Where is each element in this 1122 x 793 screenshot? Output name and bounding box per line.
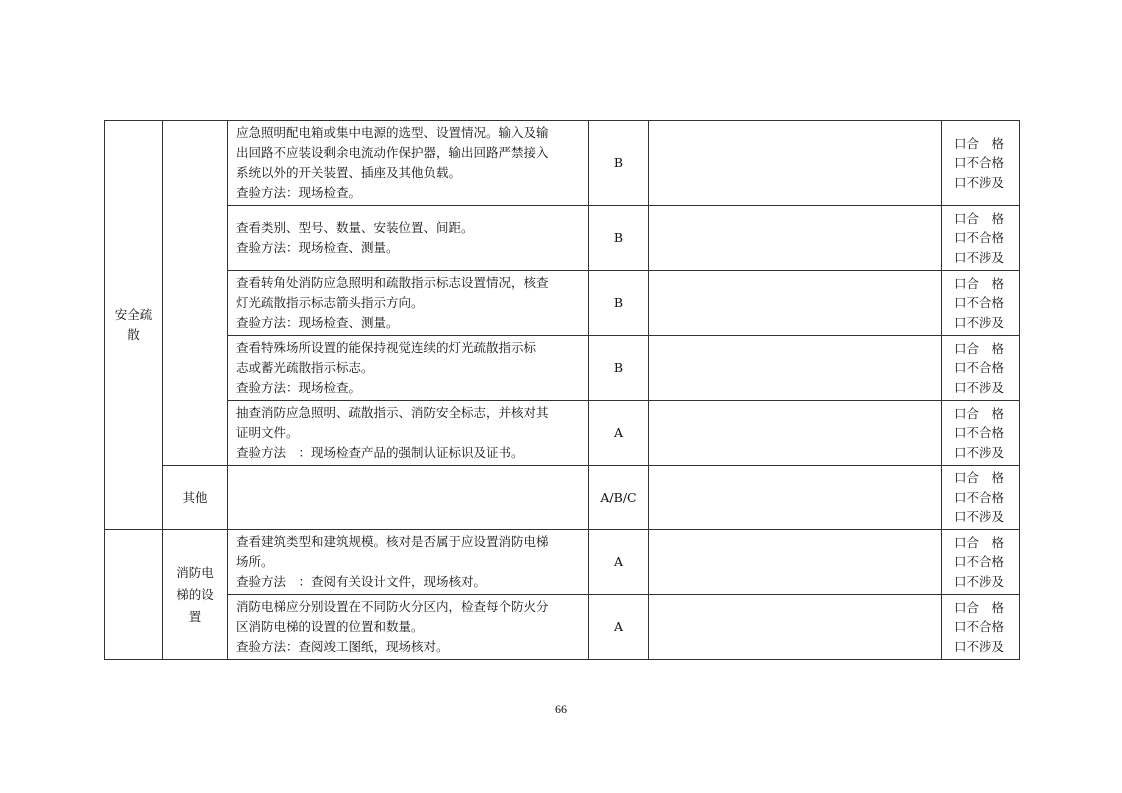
remark-cell — [649, 466, 942, 530]
result-cell — [942, 206, 1020, 271]
remark-cell — [649, 530, 942, 595]
result-option[interactable]: 口不涉及 — [954, 638, 1005, 654]
category-safety-evacuation: 安全疏散 — [105, 121, 163, 530]
result-option[interactable]: 口合 格 — [954, 340, 1005, 356]
table-row — [105, 206, 1020, 271]
table-row — [105, 466, 1020, 530]
inspection-table — [104, 120, 1020, 660]
remark-cell — [649, 336, 942, 401]
result-cell — [942, 336, 1020, 401]
result-option[interactable]: 口合 格 — [954, 599, 1005, 615]
subcategory-other: 其他 — [163, 466, 228, 530]
result-option[interactable]: 口不涉及 — [954, 379, 1005, 395]
result-option[interactable]: 口不合格 — [954, 295, 1005, 311]
result-option[interactable]: 口不合格 — [954, 155, 1005, 171]
subcategory-empty — [163, 121, 228, 466]
remark-cell — [649, 206, 942, 271]
result-option[interactable]: 口不合格 — [954, 425, 1005, 441]
check-item: 查看特殊场所设置的能保持视觉连续的灯光疏散指示标 志或蓄光疏散指示标志。 查验方法：现场检查。 — [228, 336, 589, 401]
table-row — [105, 530, 1020, 595]
remark-cell — [649, 401, 942, 466]
importance-level: A — [589, 595, 649, 660]
result-option[interactable]: 口合 格 — [954, 275, 1005, 291]
result-option[interactable]: 口合 格 — [954, 534, 1005, 550]
result-option[interactable]: 口不涉及 — [954, 314, 1005, 330]
result-option[interactable]: 口不涉及 — [954, 249, 1005, 265]
result-option[interactable]: 口不涉及 — [954, 573, 1005, 589]
table-row — [105, 336, 1020, 401]
importance-level: B — [589, 121, 649, 206]
result-option[interactable]: 口合 格 — [954, 470, 1005, 486]
check-item: 查看转角处消防应急照明和疏散指示标志设置情况，核查 灯光疏散指示标志箭头指示方向。 查验方法：现场检查、测量。 — [228, 271, 589, 336]
result-option[interactable]: 口不合格 — [954, 360, 1005, 376]
result-cell — [942, 466, 1020, 530]
importance-level: B — [589, 336, 649, 401]
check-item: 消防电梯应分别设置在不同防火分区内，检查每个防火分 区消防电梯的设置的位置和数量。 查验方法：查阅竣工图纸，现场核对。 — [228, 595, 589, 660]
importance-level: A — [589, 530, 649, 595]
result-option[interactable]: 口不涉及 — [954, 174, 1005, 190]
check-item — [228, 466, 589, 530]
result-cell — [942, 530, 1020, 595]
result-option[interactable]: 口不合格 — [954, 489, 1005, 505]
page-number: 66 — [555, 702, 567, 716]
check-item: 查看类别、型号、数量、安装位置、间距。 查验方法：现场检查、测量。 — [228, 206, 589, 271]
importance-level: A — [589, 401, 649, 466]
result-cell — [942, 121, 1020, 206]
table-row — [105, 401, 1020, 466]
result-option[interactable]: 口不合格 — [954, 554, 1005, 570]
importance-level: A/B/C — [589, 466, 649, 530]
remark-cell — [649, 595, 942, 660]
result-cell — [942, 595, 1020, 660]
check-item: 查看建筑类型和建筑规模。核对是否属于应设置消防电梯 场所。 查验方法 ：查阅有关设计文件，现场核对。 — [228, 530, 589, 595]
result-option[interactable]: 口不涉及 — [954, 444, 1005, 460]
remark-cell — [649, 271, 942, 336]
table-row — [105, 121, 1020, 206]
table-row — [105, 595, 1020, 660]
result-option[interactable]: 口不涉及 — [954, 509, 1005, 525]
result-option[interactable]: 口不合格 — [954, 230, 1005, 246]
importance-level: B — [589, 271, 649, 336]
result-cell — [942, 401, 1020, 466]
subcategory-fire-elevator: 消防电梯的设置 — [163, 530, 228, 660]
result-option[interactable]: 口合 格 — [954, 210, 1005, 226]
category-empty — [105, 530, 163, 660]
table-row — [105, 271, 1020, 336]
result-cell — [942, 271, 1020, 336]
importance-level: B — [589, 206, 649, 271]
check-item: 抽查消防应急照明、疏散指示、消防安全标志，并核对其 证明文件。 查验方法 ：现场检查产品的强制认证标识及证书。 — [228, 401, 589, 466]
result-option[interactable]: 口合 格 — [954, 405, 1005, 421]
result-option[interactable]: 口不合格 — [954, 619, 1005, 635]
result-option[interactable]: 口合 格 — [954, 135, 1005, 151]
remark-cell — [649, 121, 942, 206]
check-item: 应急照明配电箱或集中电源的选型、设置情况。输入及输 出回路不应装设剩余电流动作保护器，输出回路严禁接入 系统以外的开关装置、插座及其他负载。 查验方法：现场检查。 — [228, 121, 589, 206]
